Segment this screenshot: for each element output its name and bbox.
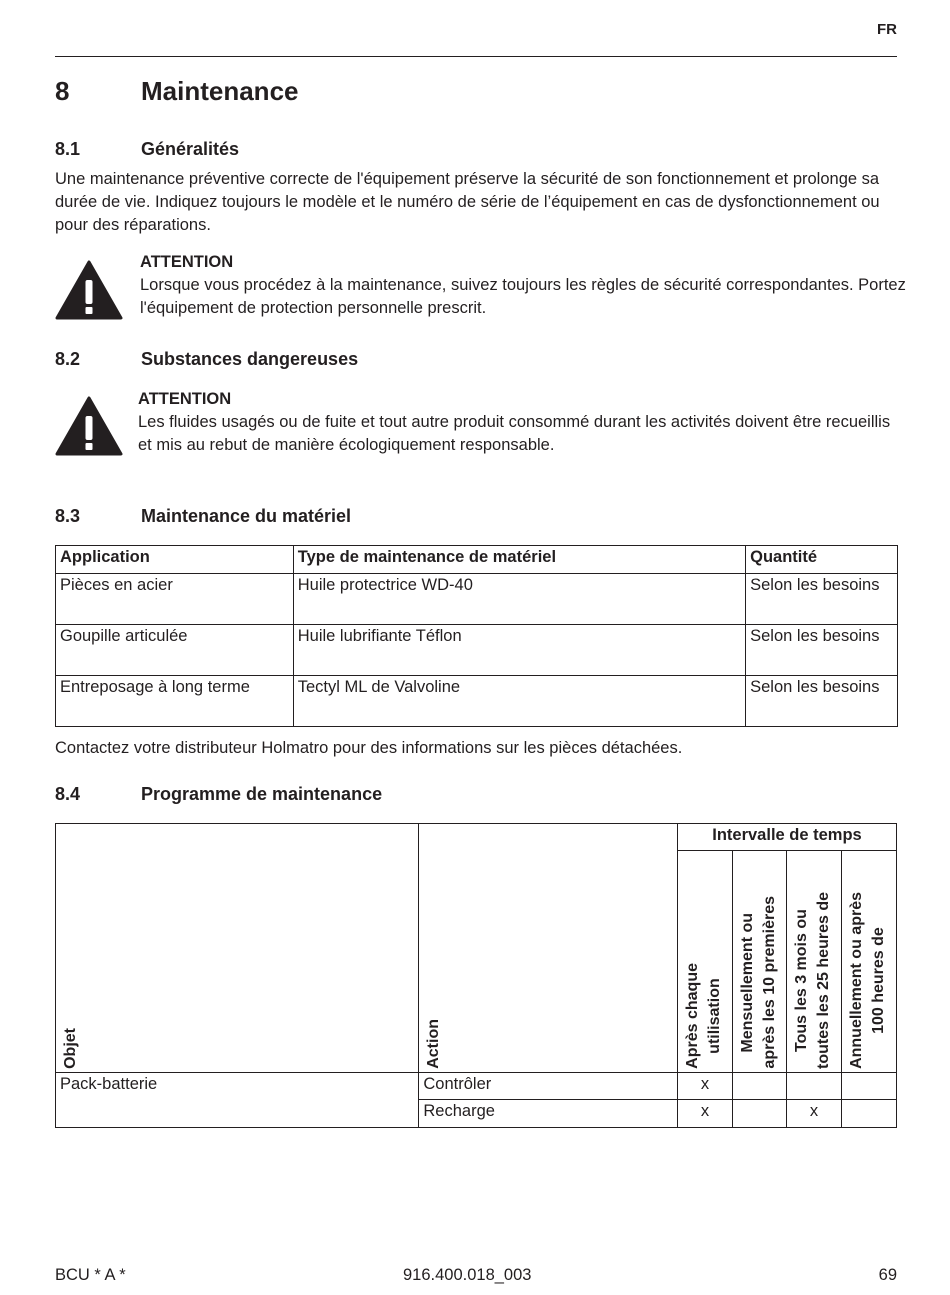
interval-header: Intervalle de temps: [678, 824, 897, 851]
subsection-title: Programme de maintenance: [141, 784, 383, 804]
interval-label: Mensuellement ou après les 10 premières: [738, 896, 778, 1069]
warning-triangle-icon: [55, 260, 123, 320]
interval-header-cell: [678, 851, 733, 1073]
action-cell: Recharge: [419, 1100, 678, 1128]
subsection-number: 8.4: [55, 784, 81, 804]
page-number: 69: [878, 1266, 897, 1284]
column-header-objet: [56, 824, 419, 1073]
interval-header-cell: [841, 851, 896, 1073]
column-header: Quantité: [746, 546, 898, 574]
table-row: [56, 574, 898, 625]
table-row: [56, 625, 898, 676]
footer-model: BCU * A *: [55, 1266, 126, 1284]
table-cell: Huile lubrifiante Téflon: [293, 625, 745, 676]
table-cell: Selon les besoins: [746, 574, 898, 625]
subsection-title: Maintenance du matériel: [141, 506, 352, 526]
table-header-row: [56, 546, 898, 574]
interval-label: Après chaque utilisation: [684, 963, 723, 1069]
table-header-row: [56, 824, 897, 851]
table-cell: Selon les besoins: [746, 625, 898, 676]
header-label: Action: [425, 1019, 443, 1069]
subsection-heading-8-4: [55, 784, 382, 805]
warning-text: Lorsque vous procédez à la maintenance, suivez toujours les règles de sécurité correspondantes. Portez l'équipement de protection personnelle prescrit.: [140, 276, 906, 317]
mark-cell: [732, 1100, 786, 1128]
interval-label: Tous les 3 mois ou toutes les 25 heures de: [792, 892, 832, 1069]
mark-cell: [786, 1073, 841, 1100]
mark-cell: [732, 1073, 786, 1100]
section-number: 8: [55, 76, 70, 106]
subsection-number: 8.3: [55, 506, 81, 526]
mark-cell: x: [678, 1100, 733, 1128]
action-cell: Contrôler: [419, 1073, 678, 1100]
spare-parts-note: Contactez votre distributeur Holmatro pour des informations sur les pièces détachées.: [55, 739, 683, 757]
section-title: Maintenance: [141, 76, 299, 106]
subsection-number: 8.1: [55, 139, 81, 159]
material-maintenance-table: [55, 545, 898, 727]
warning-triangle-icon: [55, 396, 123, 456]
subsection-heading-8-2: [55, 349, 358, 370]
subsection-title: Généralités: [141, 139, 240, 159]
column-header-action: [419, 824, 678, 1073]
mark-cell: x: [678, 1073, 733, 1100]
column-header: Type de maintenance de matériel: [293, 546, 745, 574]
table-cell: Pièces en acier: [56, 574, 294, 625]
maintenance-schedule-table: [55, 823, 897, 1128]
mark-cell: [841, 1100, 896, 1128]
mark-cell: x: [786, 1100, 841, 1128]
warning-title: ATTENTION: [138, 390, 232, 408]
interval-header-cell: [732, 851, 786, 1073]
header-label: Objet: [62, 1028, 79, 1069]
paragraph-generalities: Une maintenance préventive correcte de l'équipement préserve la sécurité de son fonctionnement et prolonge sa durée de vie. Indiquez toujours le modèle et le numéro de série de l’équipement en cas de dysfonctionnement ou pour des réparations.: [55, 170, 880, 234]
subsection-heading-8-1: [55, 139, 239, 160]
object-cell: Pack-batterie: [56, 1073, 419, 1128]
table-cell: Goupille articulée: [56, 625, 294, 676]
subsection-number: 8.2: [55, 349, 81, 369]
warning-text: Les fluides usagés ou de fuite et tout autre produit consommé durant les activités doivent être recueillis et mis au rebut de manière écologiquement responsable.: [138, 413, 891, 454]
column-header: Application: [56, 546, 294, 574]
interval-label: Annuellement ou après 100 heures de: [847, 892, 887, 1069]
table-cell: Tectyl ML de Valvoline: [293, 676, 745, 727]
footer-document-number: 916.400.018_003: [403, 1266, 532, 1284]
interval-header-cell: [786, 851, 841, 1073]
table-cell: Selon les besoins: [746, 676, 898, 727]
subsection-heading-8-3: [55, 506, 351, 527]
subsection-title: Substances dangereuses: [141, 349, 359, 369]
mark-cell: [841, 1073, 896, 1100]
table-cell: Entreposage à long terme: [56, 676, 294, 727]
table-row: [56, 676, 898, 727]
table-row: [56, 1073, 897, 1100]
section-heading: [55, 76, 299, 107]
header-rule: [55, 56, 897, 57]
language-code: FR: [877, 21, 897, 38]
warning-title: ATTENTION: [140, 253, 234, 271]
table-cell: Huile protectrice WD-40: [293, 574, 745, 625]
